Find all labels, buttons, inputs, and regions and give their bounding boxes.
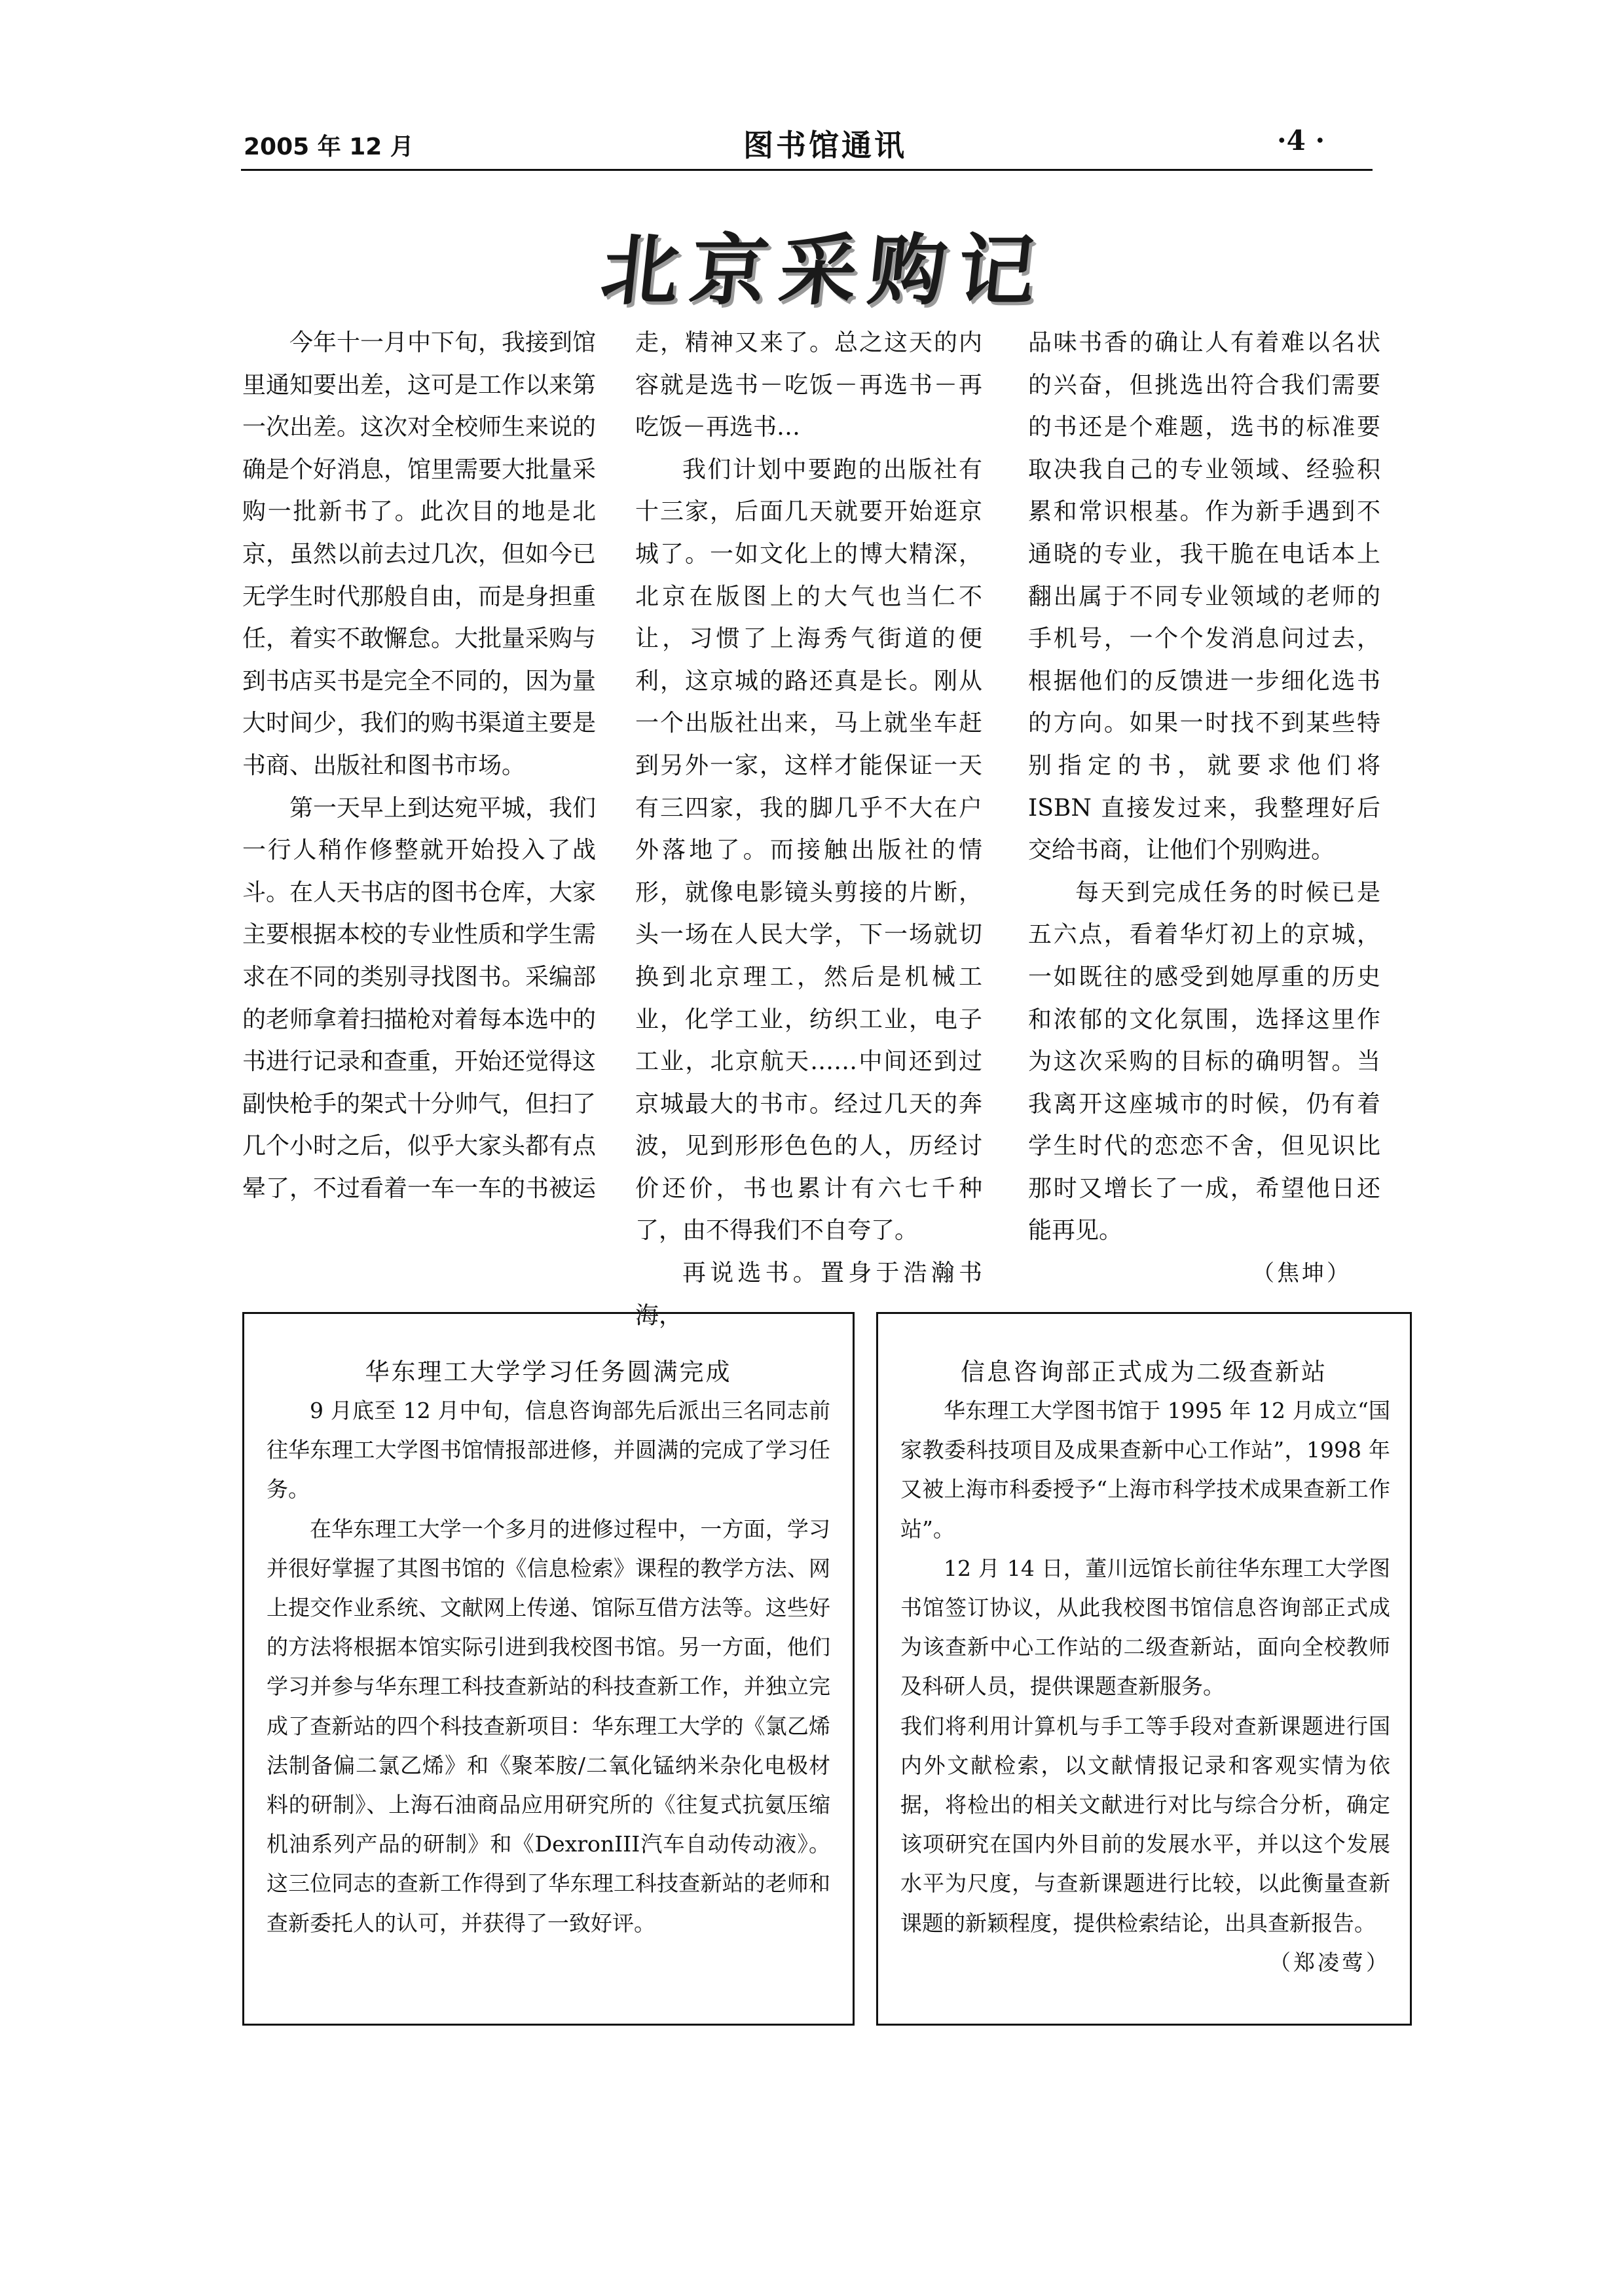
article-paragraph: 品味书香的确让人有着难以名状的兴奋，但挑选出符合我们需要的书还是个难题，选书的标准要取决我自己的专业领域、经验积累和常识根基。作为新手遇到不通晓的专业，我干脆在电话本上翻出属于不同专业领域的老师的手机号，一个个发消息问过去，根据他们的反馈进一步细化选书的方向。如果一时找不到某些特别指定的书，就要求他们将 ISBN 直接发过来，我整理好后交给书商，让他们个别购进。 [1028, 329, 1380, 864]
article-column-2 [635, 322, 982, 1337]
issue-date: 2005 年 12 月 [244, 134, 414, 160]
box-body [244, 1391, 853, 1943]
box-title: 华东理工大学学习任务圆满完成 [365, 1358, 732, 1386]
box-author: （郑凌莺） [1269, 1949, 1390, 1975]
article-column-1 [242, 322, 596, 1210]
article-paragraph: 我们计划中要跑的出版社有十三家，后面几天就要开始逛京城了。一如文化上的博大精深，北京在版图上的大气也当仁不让，习惯了上海秀气街道的便利，这京城的路还真是长。刚从一个出版社出来，马上就坐车赶到另外一家，这样才能保证一天有三四家，我的脚几乎不大在户外落地了。而接触出版社的情形，就像电影镜头剪接的片断，头一场在人民大学，下一场就切换到北京理工，然后是机械工业，化学工业，纺织工业，电子工业，北京航天……中间还到过京城最大的书市。经过几天的奔波，见到形形色色的人，历经讨价还价，书也累计有六七千种了，由不得我们不自夸了。 [635, 456, 982, 1245]
box-paragraph: 在华东理工大学一个多月的进修过程中，一方面，学习并很好掌握了其图书馆的《信息检索》课程的教学方法、网上提交作业系统、文献网上传递、馆际互借方法等。这些好的方法将根据本馆实际引进到我校图书馆。另一方面，他们学习并参与华东理工科技查新站的科技查新工作，并独立完成了查新站的四个科技查新项目：华东理工大学的《氯乙烯法制备偏二氯乙烯》和《聚苯胺/二氧化锰纳米杂化电极材料的研制》、上海石油商品应用研究所的《往复式抗氨压缩机油系列产品的研制》和《DexronIII汽车自动传动液》。这三位同志的查新工作得到了华东理工科技查新站的老师和查新委托人的认可，并获得了一致好评。 [267, 1516, 830, 1936]
box-paragraph: 9 月底至 12 月中旬，信息咨询部先后派出三名同志前往华东理工大学图书馆情报部进修，并圆满的完成了学习任务。 [267, 1398, 830, 1503]
article-paragraph: 每天到完成任务的时候已是五六点，看着华灯初上的京城，一如既往的感受到她厚重的历史和浓郁的文化氛围，选择这里作为这次采购的目标的确明智。当我离开这座城市的时候，仍有着学生时代的恋恋不舍，但见识比那时又增长了一成，希望他日还能再见。 [1028, 879, 1380, 1245]
article-paragraph: 今年十一月中下旬，我接到馆里通知要出差，这可是工作以来第一次出差。这次对全校师生来说的确是个好消息，馆里需要大批量采购一批新书了。此次目的地是北京，虽然以前去过几次，但如今已无学生时代那般自由，而是身担重任，着实不敢懈怠。大批量采购与到书店买书是完全不同的，因为量大时间少，我们的购书渠道主要是书商、出版社和图书市场。 [242, 329, 597, 779]
box-paragraph [900, 1707, 1390, 1975]
article-author: （焦坤） [1252, 1260, 1352, 1287]
article-title: 北京采购记 [597, 225, 1052, 316]
box-paragraph: 华东理工大学图书馆于 1995 年 12 月成立“国家教委科技项目及成果查新中心工作站”，1998 年又被上海市科委授予“上海市科学技术成果查新工作站”。 [900, 1398, 1390, 1542]
header-rule [241, 169, 1373, 171]
article-paragraph: 再说选书。置身于浩瀚书海， [635, 1260, 982, 1329]
news-box-novelty-search [876, 1312, 1412, 2026]
box-body [878, 1391, 1410, 1975]
article-paragraph: 走，精神又来了。总之这天的内容就是选书－吃饭－再选书－再吃饭－再选书… [635, 329, 982, 441]
page-number: ·4 · [1277, 124, 1325, 156]
box-paragraph: 12 月 14 日，董川远馆长前往华东理工大学图书馆签订协议，从此我校图书馆信息咨询部正式成为该查新中心工作站的二级查新站，面向全校教师及科研人员，提供课题查新服务。 [900, 1555, 1390, 1700]
newsletter-title: 图书馆通讯 [743, 128, 907, 163]
box-paragraph-text: 我们将利用计算机与手工等手段对查新课题进行国内外文献检索，以文献情报记录和客观实情为依据，将检出的相关文献进行对比与综合分析，确定该项研究在国内外目前的发展水平，并以这个发展水平为尺度，与查新课题进行比较，以此衡量查新课题的新颖程度，提供检索结论，出具查新报告。 [900, 1713, 1390, 1936]
article-paragraph: 第一天早上到达宛平城，我们一行人稍作修整就开始投入了战斗。在人天书店的图书仓库，大家主要根据本校的专业性质和学生需求在不同的类别寻找图书。采编部的老师拿着扫描枪对着每本选中的书进行记录和查重，开始还觉得这副快枪手的架式十分帅气，但扫了几个小时之后，似乎大家头都有点晕了，不过看着一车一车的书被运 [242, 794, 597, 1202]
article-column-3 [1028, 322, 1380, 1295]
box-title: 信息咨询部正式成为二级查新站 [961, 1358, 1327, 1386]
news-box-ecust [242, 1312, 855, 2026]
